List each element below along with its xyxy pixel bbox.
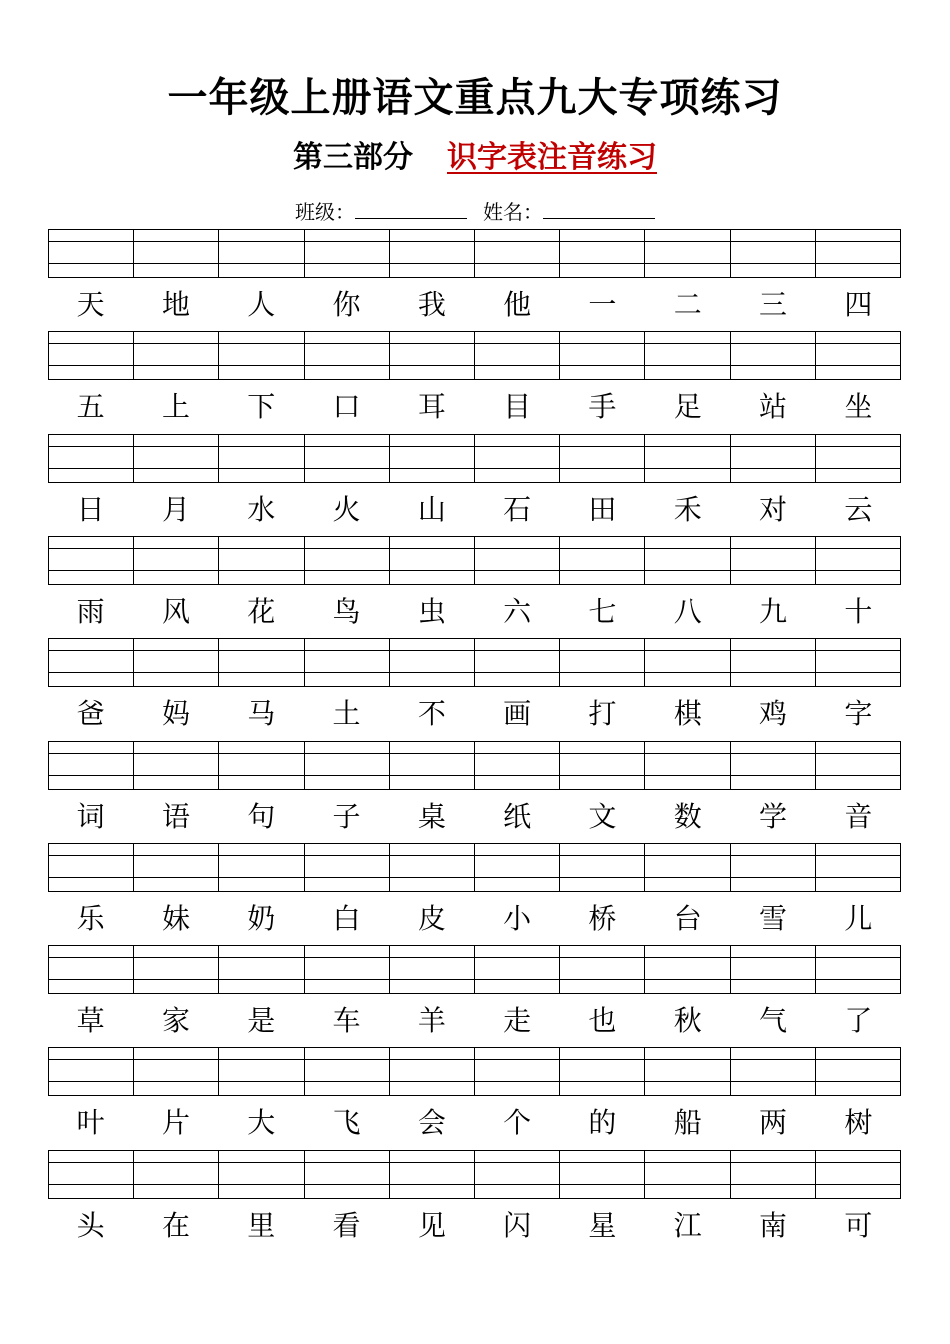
hanzi-character: 一	[588, 288, 617, 321]
practice-row	[48, 434, 901, 537]
hanzi-character: 他	[503, 288, 532, 321]
pinyin-cell	[390, 537, 475, 584]
pinyin-cell	[475, 1151, 560, 1198]
hanzi-character: 妹	[161, 901, 190, 935]
pinyin-cell	[560, 844, 645, 891]
practice-row	[48, 843, 901, 946]
hanzi-character: 在	[161, 1208, 190, 1242]
pinyin-cell	[49, 1048, 134, 1095]
part-label: 第三部分	[293, 140, 413, 175]
pinyin-cell	[645, 639, 730, 686]
hanzi-character: 你	[332, 288, 361, 321]
pinyin-cell	[305, 1151, 390, 1198]
pinyin-cell	[645, 844, 730, 891]
hanzi-character: 七	[588, 594, 617, 628]
pinyin-cell	[390, 1151, 475, 1198]
pinyin-cell	[49, 742, 134, 789]
pinyin-cell	[560, 332, 645, 379]
pinyin-cell	[134, 1048, 219, 1095]
pinyin-cell	[390, 332, 475, 379]
hanzi-character: 对	[759, 492, 788, 526]
hanzi-character: 日	[76, 492, 105, 526]
pinyin-cell	[731, 639, 816, 686]
hanzi-character: 月	[161, 492, 190, 526]
pinyin-cell	[731, 742, 816, 789]
pinyin-grid	[48, 229, 901, 278]
practice-row	[48, 1047, 901, 1150]
pinyin-cell	[731, 1048, 816, 1095]
hanzi-character: 手	[588, 390, 617, 424]
pinyin-cell	[731, 230, 816, 277]
pinyin-cell	[731, 332, 816, 379]
pinyin-cell	[390, 946, 475, 993]
hanzi-character: 风	[161, 594, 190, 628]
pinyin-cell	[816, 844, 900, 891]
hanzi-character: 水	[247, 492, 276, 526]
pinyin-cell	[49, 230, 134, 277]
class-blank	[355, 198, 467, 219]
hanzi-character: 是	[247, 1004, 276, 1038]
practice-row	[48, 331, 901, 434]
pinyin-grid	[48, 741, 901, 790]
pinyin-cell	[475, 742, 560, 789]
class-label: 班级：	[295, 200, 355, 224]
hanzi-character: 三	[759, 288, 788, 321]
practice-row	[48, 741, 901, 844]
pinyin-cell	[219, 435, 304, 482]
hanzi-character: 个	[503, 1106, 532, 1140]
pinyin-cell	[816, 639, 900, 686]
pinyin-cell	[49, 332, 134, 379]
pinyin-cell	[134, 844, 219, 891]
hanzi-character: 的	[588, 1106, 617, 1140]
hanzi-character: 草	[76, 1004, 105, 1038]
pinyin-cell	[645, 742, 730, 789]
name-label: 姓名：	[483, 200, 543, 224]
hanzi-character: 气	[759, 1004, 788, 1038]
pinyin-cell	[390, 230, 475, 277]
hanzi-character: 花	[247, 594, 276, 628]
character-row	[48, 1096, 901, 1150]
pinyin-cell	[475, 537, 560, 584]
pinyin-cell	[390, 844, 475, 891]
hanzi-character: 词	[76, 799, 105, 833]
pinyin-cell	[49, 537, 134, 584]
hanzi-character: 画	[503, 697, 532, 731]
hanzi-character: 乐	[76, 901, 105, 935]
pinyin-cell	[305, 435, 390, 482]
pinyin-cell	[560, 1048, 645, 1095]
hanzi-character: 台	[673, 901, 702, 935]
hanzi-character: 爸	[76, 697, 105, 731]
practice-row	[48, 536, 901, 639]
hanzi-character: 桥	[588, 901, 617, 935]
hanzi-character: 田	[588, 492, 617, 526]
pinyin-cell	[219, 1048, 304, 1095]
pinyin-cell	[390, 639, 475, 686]
pinyin-cell	[219, 230, 304, 277]
pinyin-cell	[305, 230, 390, 277]
hanzi-character: 奶	[247, 901, 276, 935]
pinyin-cell	[560, 230, 645, 277]
hanzi-character: 子	[332, 799, 361, 833]
pinyin-cell	[731, 946, 816, 993]
hanzi-character: 小	[503, 901, 532, 935]
hanzi-character: 口	[332, 390, 361, 424]
pinyin-cell	[305, 742, 390, 789]
character-row	[48, 994, 901, 1048]
pinyin-cell	[475, 435, 560, 482]
pinyin-cell	[645, 537, 730, 584]
pinyin-cell	[816, 946, 900, 993]
hanzi-character: 纸	[503, 799, 532, 833]
pinyin-cell	[560, 435, 645, 482]
hanzi-character: 字	[844, 697, 873, 731]
pinyin-cell	[134, 435, 219, 482]
pinyin-cell	[49, 946, 134, 993]
character-row	[48, 790, 901, 844]
hanzi-character: 船	[673, 1106, 702, 1140]
character-row	[48, 380, 901, 434]
pinyin-cell	[134, 332, 219, 379]
pinyin-cell	[305, 332, 390, 379]
pinyin-cell	[49, 435, 134, 482]
pinyin-grid	[48, 1047, 901, 1096]
hanzi-character: 会	[417, 1106, 446, 1140]
hanzi-character: 妈	[161, 697, 190, 731]
hanzi-character: 山	[417, 492, 446, 526]
pinyin-cell	[219, 639, 304, 686]
hanzi-character: 雪	[759, 901, 788, 935]
character-row	[48, 278, 901, 332]
hanzi-character: 棋	[673, 697, 702, 731]
pinyin-cell	[390, 742, 475, 789]
pinyin-grid	[48, 1150, 901, 1199]
character-row	[48, 483, 901, 537]
hanzi-character: 可	[844, 1208, 873, 1242]
character-row	[48, 892, 901, 946]
hanzi-character: 石	[503, 492, 532, 526]
pinyin-cell	[816, 1151, 900, 1198]
pinyin-cell	[134, 230, 219, 277]
practice-row	[48, 638, 901, 741]
pinyin-grid	[48, 331, 901, 380]
hanzi-character: 音	[844, 799, 873, 833]
hanzi-character: 了	[844, 1004, 873, 1038]
pinyin-cell	[219, 1151, 304, 1198]
pinyin-cell	[305, 537, 390, 584]
hanzi-character: 儿	[844, 901, 873, 935]
hanzi-character: 走	[503, 1004, 532, 1038]
pinyin-cell	[645, 230, 730, 277]
hanzi-character: 站	[759, 390, 788, 424]
section-heading	[0, 136, 950, 180]
hanzi-character: 下	[247, 390, 276, 424]
pinyin-cell	[475, 332, 560, 379]
pinyin-cell	[475, 639, 560, 686]
hanzi-character: 白	[332, 901, 361, 935]
pinyin-cell	[219, 946, 304, 993]
pinyin-cell	[645, 332, 730, 379]
pinyin-grid	[48, 945, 901, 994]
pinyin-cell	[816, 537, 900, 584]
pinyin-cell	[219, 844, 304, 891]
hanzi-character: 打	[588, 697, 617, 731]
hanzi-character: 羊	[417, 1004, 446, 1038]
hanzi-character: 人	[247, 288, 276, 321]
pinyin-cell	[560, 537, 645, 584]
pinyin-cell	[816, 332, 900, 379]
hanzi-character: 六	[503, 594, 532, 628]
hanzi-character: 数	[673, 799, 702, 833]
pinyin-cell	[219, 537, 304, 584]
hanzi-character: 九	[759, 594, 788, 628]
hanzi-character: 星	[588, 1208, 617, 1242]
hanzi-character: 鸟	[332, 594, 361, 628]
hanzi-character: 句	[247, 799, 276, 833]
hanzi-character: 马	[247, 697, 276, 731]
pinyin-cell	[219, 742, 304, 789]
pinyin-cell	[560, 946, 645, 993]
pinyin-cell	[390, 1048, 475, 1095]
pinyin-cell	[305, 1048, 390, 1095]
pinyin-cell	[816, 435, 900, 482]
hanzi-character: 桌	[417, 799, 446, 833]
hanzi-character: 云	[844, 492, 873, 526]
hanzi-character: 两	[759, 1106, 788, 1140]
hanzi-character: 飞	[332, 1106, 361, 1140]
pinyin-cell	[219, 332, 304, 379]
character-row	[48, 1199, 901, 1253]
pinyin-cell	[475, 844, 560, 891]
practice-row	[48, 945, 901, 1048]
pinyin-cell	[49, 639, 134, 686]
hanzi-character: 语	[161, 799, 190, 833]
hanzi-character: 目	[503, 390, 532, 424]
hanzi-character: 足	[673, 390, 702, 424]
pinyin-cell	[645, 1151, 730, 1198]
practice-row	[48, 1150, 901, 1253]
hanzi-character: 树	[844, 1106, 873, 1140]
pinyin-cell	[475, 230, 560, 277]
pinyin-cell	[475, 946, 560, 993]
character-row	[48, 585, 901, 639]
hanzi-character: 我	[417, 288, 446, 321]
hanzi-character: 不	[417, 697, 446, 731]
pinyin-cell	[305, 639, 390, 686]
hanzi-character: 二	[673, 288, 702, 321]
hanzi-character: 十	[844, 594, 873, 628]
pinyin-grid	[48, 638, 901, 687]
hanzi-character: 皮	[417, 901, 446, 935]
pinyin-cell	[475, 1048, 560, 1095]
pinyin-cell	[49, 1151, 134, 1198]
pinyin-cell	[390, 435, 475, 482]
hanzi-character: 江	[673, 1208, 702, 1242]
hanzi-character: 学	[759, 799, 788, 833]
hanzi-character: 虫	[417, 594, 446, 628]
pinyin-cell	[49, 844, 134, 891]
hanzi-character: 八	[673, 594, 702, 628]
hanzi-character: 雨	[76, 594, 105, 628]
hanzi-character: 五	[76, 390, 105, 424]
student-info	[0, 198, 950, 226]
hanzi-character: 南	[759, 1208, 788, 1242]
hanzi-character: 土	[332, 697, 361, 731]
hanzi-character: 天	[76, 288, 105, 321]
hanzi-character: 鸡	[759, 697, 788, 731]
pinyin-cell	[560, 742, 645, 789]
pinyin-cell	[560, 1151, 645, 1198]
hanzi-character: 头	[76, 1208, 105, 1242]
pinyin-cell	[134, 639, 219, 686]
pinyin-cell	[731, 435, 816, 482]
pinyin-cell	[816, 742, 900, 789]
hanzi-character: 大	[247, 1106, 276, 1140]
hanzi-character: 四	[844, 288, 873, 321]
hanzi-character: 秋	[673, 1004, 702, 1038]
pinyin-grid	[48, 536, 901, 585]
hanzi-character: 家	[161, 1004, 190, 1038]
hanzi-character: 里	[247, 1208, 276, 1242]
hanzi-character: 地	[161, 288, 190, 321]
pinyin-cell	[816, 230, 900, 277]
pinyin-cell	[645, 946, 730, 993]
name-blank	[543, 198, 655, 219]
pinyin-cell	[134, 1151, 219, 1198]
pinyin-cell	[305, 946, 390, 993]
character-row	[48, 687, 901, 741]
hanzi-character: 坐	[844, 390, 873, 424]
pinyin-cell	[560, 639, 645, 686]
pinyin-cell	[731, 1151, 816, 1198]
practice-row	[48, 229, 901, 332]
pinyin-cell	[645, 435, 730, 482]
pinyin-cell	[134, 742, 219, 789]
hanzi-character: 上	[161, 390, 190, 424]
pinyin-grid	[48, 434, 901, 483]
pinyin-cell	[731, 844, 816, 891]
page-title: 一年级上册语文重点九大专项练习	[167, 75, 783, 121]
hanzi-character: 耳	[417, 390, 446, 424]
hanzi-character: 车	[332, 1004, 361, 1038]
hanzi-character: 禾	[673, 492, 702, 526]
hanzi-character: 也	[588, 1004, 617, 1038]
hanzi-character: 文	[588, 799, 617, 833]
pinyin-cell	[731, 537, 816, 584]
pinyin-cell	[305, 844, 390, 891]
hanzi-character: 叶	[76, 1106, 105, 1140]
pinyin-grid	[48, 843, 901, 892]
pinyin-cell	[134, 537, 219, 584]
hanzi-character: 看	[332, 1208, 361, 1242]
pinyin-cell	[134, 946, 219, 993]
hanzi-character: 片	[161, 1106, 190, 1140]
hanzi-character: 闪	[503, 1208, 532, 1242]
topic-label: 识字表注音练习	[447, 140, 657, 175]
pinyin-cell	[645, 1048, 730, 1095]
hanzi-character: 见	[417, 1208, 446, 1242]
pinyin-cell	[816, 1048, 900, 1095]
hanzi-character: 火	[332, 492, 361, 526]
